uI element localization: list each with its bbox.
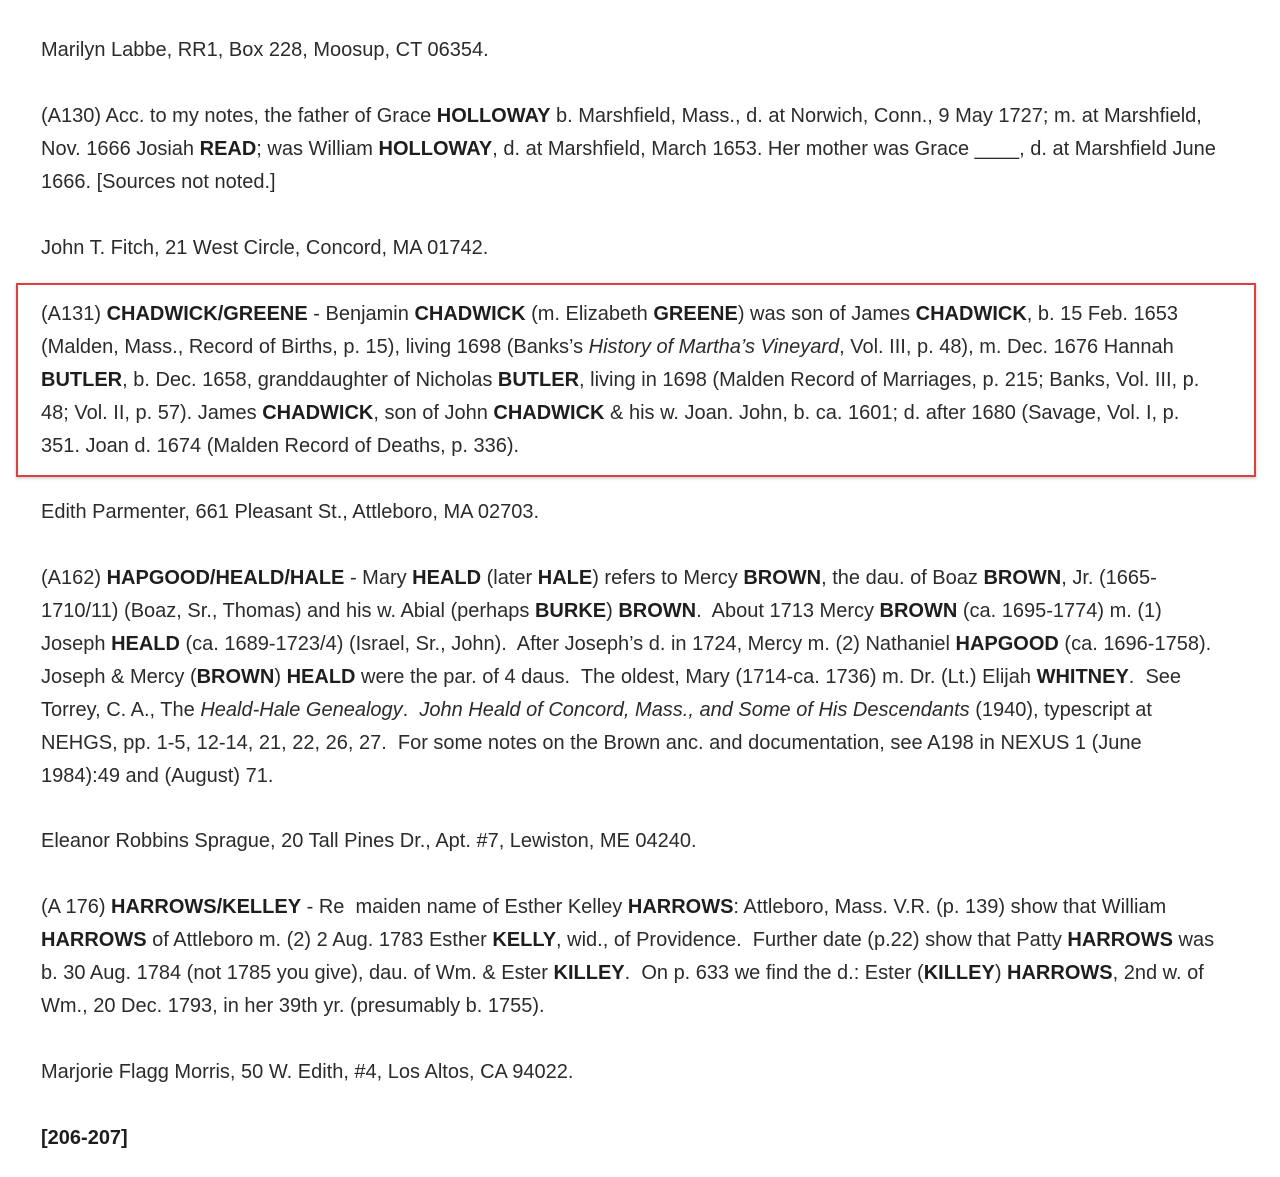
query-a176-harrows-kelley: (A 176) HARROWS/KELLEY - Re maiden name of Esther Kelley HARROWS: Attleboro, Mass. V.R. (p. 139) show that William HARROWS of Attleboro m. (2) 2 Aug. 1783 Esther KELLY, wid., of Providence. Further date (p.22) show that Patty HARROWS was b. 30 Aug. 1784 (not 1785 you give), dau. of Wm. & Ester KILLEY. On p. 633 we find the d.: Ester (KILLEY) HARROWS, 2nd w. of Wm., 20 Dec. 1793, in her 39th yr. (presumably b. 1755). <box>41 896 1215 1017</box>
contributor-address-morris: Marjorie Flagg Morris, 50 W. Edith, #4, Los Altos, CA 94022. <box>41 1061 574 1083</box>
query-a162-hapgood-heald-hale: (A162) HAPGOOD/HEALD/HALE - Mary HEALD (later HALE) refers to Mercy BROWN, the dau. of Boaz BROWN, Jr. (1665-1710/11) (Boaz, Sr., Thomas) and his w. Abial (perhaps BURKE) BROWN. About 1713 Mercy BROWN (ca. 1695-1774) m. (1) Joseph HEALD (ca. 1689-1723/4) (Israel, Sr., John). After Joseph’s d. in 1724, Mercy m. (2) Nathaniel HAPGOOD (ca. 1696-1758). Joseph & Mercy (BROWN) HEALD were the par. of 4 daus. The oldest, Mary (1714-ca. 1736) m. Dr. (Lt.) Elijah WHITNEY. See Torrey, C. A., The Heald-Hale Genealogy. John Heald of Concord, Mass., and Some of His Descendants (1940), typescript at NEHGS, pp. 1-5, 12-14, 21, 22, 26, 27. For some notes on the Brown anc. and documentation, see A198 in NEXUS 1 (June 1984):49 and (August) 71. <box>41 567 1212 787</box>
contributor-address-labbe: Marilyn Labbe, RR1, Box 228, Moosup, CT 06354. <box>41 39 489 61</box>
contributor-address-fitch: John T. Fitch, 21 West Circle, Concord, MA 01742. <box>41 237 489 259</box>
query-a131-chadwick-greene: (A131) CHADWICK/GREENE - Benjamin CHADWICK (m. Elizabeth GREENE) was son of James CHADWICK, b. 15 Feb. 1653 (Malden, Mass., Record of Births, p. 15), living 1698 (Banks’s History of Martha’s Vineyard, Vol. III, p. 48), m. Dec. 1676 Hannah BUTLER, b. Dec. 1658, granddaughter of Nicholas BUTLER, living in 1698 (Malden Record of Marriages, p. 215; Banks, Vol. III, p. 48; Vol. II, p. 57). James CHADWICK, son of John CHADWICK & his w. Joan. John, b. ca. 1601; d. after 1680 (Savage, Vol. I, p. 351. Joan d. 1674 (Malden Record of Deaths, p. 336). <box>41 303 1200 457</box>
contributor-address-sprague: Eleanor Robbins Sprague, 20 Tall Pines Dr., Apt. #7, Lewiston, ME 04240. <box>41 830 697 852</box>
contributor-address-parmenter: Edith Parmenter, 661 Pleasant St., Attleboro, MA 02703. <box>41 501 540 523</box>
query-a130-holloway: (A130) Acc. to my notes, the father of Grace HOLLOWAY b. Marshfield, Mass., d. at Norwich, Conn., 9 May 1727; m. at Marshfield, Nov. 1666 Josiah READ; was William HOLLOWAY, d. at Marshfield, March 1653. Her mother was Grace ____, d. at Marshfield June 1666. [Sources not noted.] <box>41 105 1216 193</box>
page-range-label: [206-207] <box>41 1127 128 1149</box>
